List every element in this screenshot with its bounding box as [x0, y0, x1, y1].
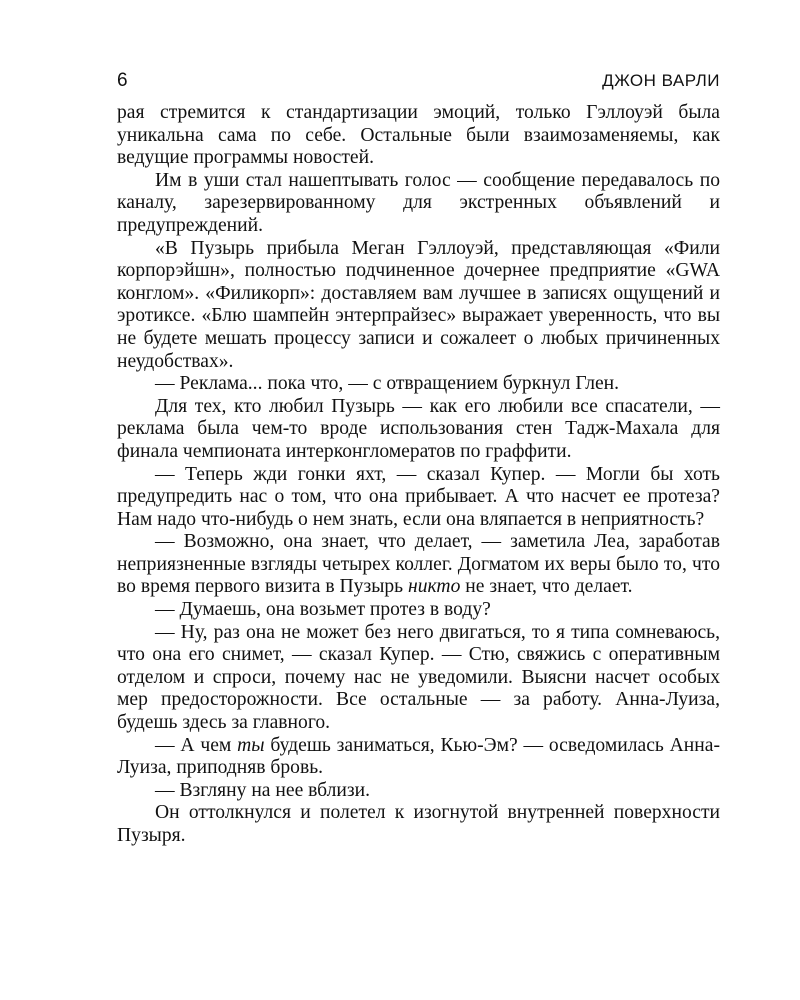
dialogue-paragraph: — Возможно, она знает, что делает, — заметила Леа, заработав неприязненные взгляды четырех коллег. Догматом их веры было то, что во время первого визита в Пузырь никто не знает, что делает. — [117, 531, 720, 598]
book-page — [117, 70, 720, 848]
dialogue-paragraph: — Теперь жди гонки яхт, — сказал Купер. — Могли бы хоть предупредить нас о том, что она прибывает. А что насчет ее протеза? Нам надо что-нибудь о нем знать, если она вляпается в неприятность? — [117, 463, 720, 530]
paragraph: Им в уши стал нашептывать голос — сообщение передавалось по каналу, зарезервированному для экстренных объявлений и предупреждений. — [117, 169, 720, 236]
running-head-author: ДЖОН ВАРЛИ — [602, 71, 720, 90]
emphasis: никто — [408, 576, 461, 598]
paragraph: Он оттолкнулся и полетел к изогнутой внутренней поверхности Пузыря. — [117, 802, 720, 846]
dialogue-paragraph: — Реклама... пока что, — с отвращением буркнул Глен. — [155, 373, 620, 395]
emphasis: ты — [237, 734, 265, 756]
dialogue-paragraph: — Ну, раз она не может без него двигаться, то я типа сомневаюсь, что она его снимет, — сказал Купер. — Стю, свяжись с оперативным отделом и спроси, почему нас не уведомили. Выясни насчет особых мер предосторожности. Все остальные — за работу. Анна-Луиза, будешь здесь за главного. — [117, 621, 720, 734]
paragraph: рая стремится к стандартизации эмоций, только Гэллоуэй была уникальна сама по себе. Остальные были взаимозаменяемы, как ведущие программы новостей. — [117, 102, 720, 169]
dialogue-paragraph: — А чем ты будешь заниматься, Кью-Эм? — осведомилась Анна-Луиза, приподняв бровь. — [117, 734, 720, 779]
page-number: 6 — [117, 70, 128, 91]
paragraph: Для тех, кто любил Пузырь — как его любили все спасатели, — реклама была чем-то вроде использования стен Тадж-Махала для финала чемпионата интерконгломератов по граффити. — [117, 395, 720, 462]
running-head — [117, 70, 720, 96]
dialogue-paragraph: — Думаешь, она возьмет протез в воду? — [155, 599, 491, 621]
paragraph: «В Пузырь прибыла Меган Гэллоуэй, представляющая «Фили корпорэйшн», полностью подчиненное дочернее предприятие «GWA конглом». «Филикорп»: доставляем вам лучшее в записях ощущений и эротиксе. «Блю шампейн энтерпрайзес» выражает уверенность, что вы не будете мешать процессу записи и сожалеет о любых причиненных неудобствах». — [117, 237, 720, 372]
body-text — [117, 102, 720, 848]
dialogue-paragraph: — Взгляну на нее вблизи. — [155, 779, 371, 801]
